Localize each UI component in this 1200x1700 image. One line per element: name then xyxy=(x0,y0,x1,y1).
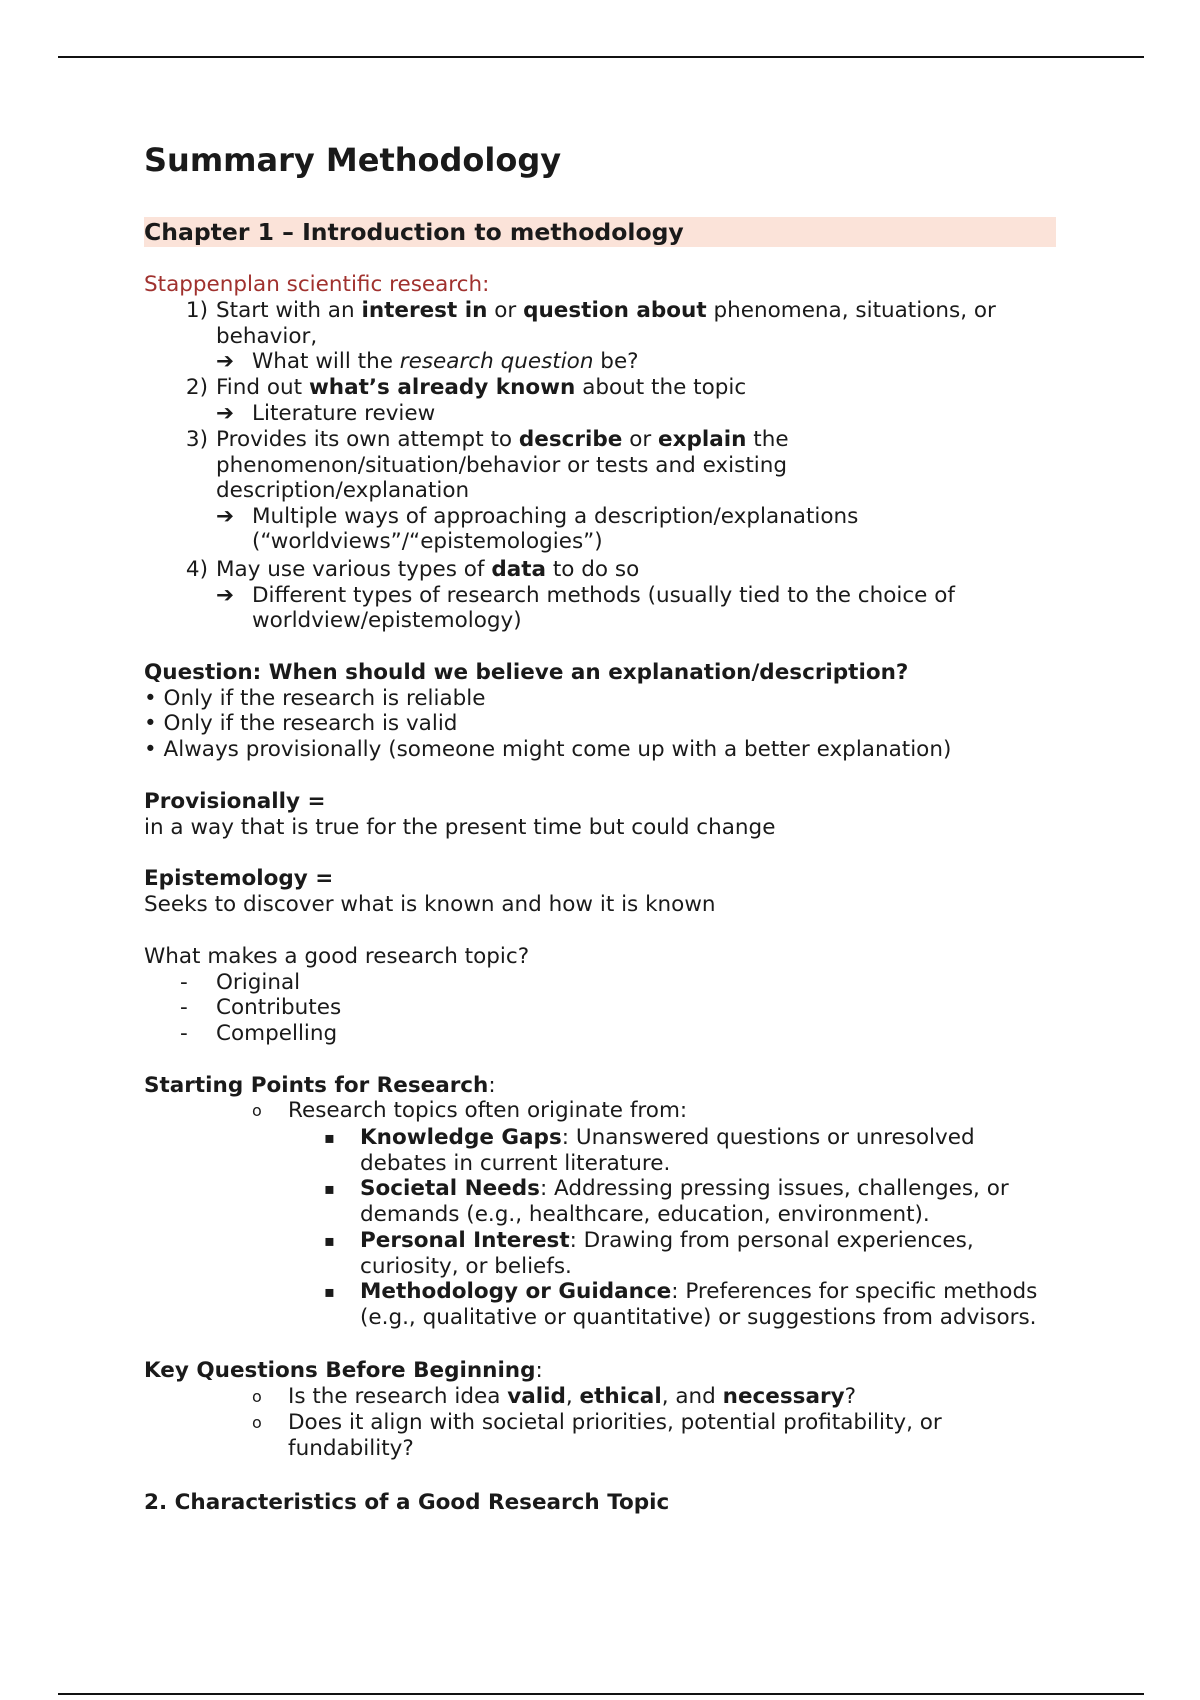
step-text: Start with an interest in or question about phenomena, situations, or behavior, xyxy=(216,298,996,349)
step-3 xyxy=(144,427,1056,555)
question-heading: Question: When should we believe an explanation/description? xyxy=(144,660,909,685)
section-heading: 2. Characteristics of a Good Research Topic xyxy=(144,1490,670,1515)
step-arrow-text: Literature review xyxy=(252,400,436,426)
list-item: ▪ Personal Interest: Drawing from personal experiences, curiosity, or beliefs. xyxy=(324,1228,974,1279)
step-number: 2) xyxy=(185,375,208,400)
arrow-icon: ➔ xyxy=(216,582,235,608)
page-title: Summary Methodology xyxy=(144,141,562,179)
list-item: - Compelling xyxy=(144,1021,337,1047)
step-number: 3) xyxy=(185,427,208,452)
list-item: ▪ Methodology or Guidance: Preferences for specific methods (e.g., qualitative or quantitative) or suggestions from advisors. xyxy=(324,1279,1038,1330)
chapter-heading: Chapter 1 – Introduction to methodology xyxy=(144,217,1056,247)
question-bullet: • Only if the research is reliable xyxy=(144,686,486,711)
starting-points-heading: Starting Points for Research: xyxy=(144,1073,496,1098)
top-rule xyxy=(58,56,1144,58)
list-item: - Original xyxy=(144,970,300,996)
steps-heading: Stappenplan scientific research: xyxy=(144,272,490,297)
circle-bullet-icon: o xyxy=(252,1387,262,1406)
step-number: 1) xyxy=(185,298,208,323)
list-item: o Does it align with societal priorities, potential profitability, or fundability? xyxy=(252,1410,942,1461)
step-number: 4) xyxy=(185,557,208,582)
dash-icon: - xyxy=(180,995,188,1020)
list-item: - Contributes xyxy=(144,995,341,1021)
square-bullet-icon: ▪ xyxy=(324,1282,335,1301)
dash-icon: - xyxy=(180,970,188,995)
bottom-rule xyxy=(58,1693,1144,1695)
provisionally-definition: in a way that is true for the present time but could change xyxy=(144,815,776,840)
provisionally-term: Provisionally = xyxy=(144,789,326,814)
square-bullet-icon: ▪ xyxy=(324,1179,335,1198)
arrow-icon: ➔ xyxy=(216,349,235,374)
circle-bullet-icon: o xyxy=(252,1413,262,1432)
step-4 xyxy=(144,557,1056,634)
square-bullet-icon: ▪ xyxy=(324,1128,335,1147)
question-bullet: • Only if the research is valid xyxy=(144,711,458,736)
list-item: o Is the research idea valid, ethical, and necessary? xyxy=(252,1384,857,1409)
key-questions-heading: Key Questions Before Beginning: xyxy=(144,1358,543,1383)
step-arrow-text: Multiple ways of approaching a description/explanations (“worldviews”/“epistemologies”) xyxy=(252,503,859,554)
list-item: ▪ Knowledge Gaps: Unanswered questions or unresolved debates in current literature. xyxy=(324,1125,975,1176)
epistemology-term: Epistemology = xyxy=(144,866,334,891)
list-item: o Research topics often originate from: xyxy=(252,1098,688,1123)
dash-icon: - xyxy=(180,1021,188,1046)
step-1 xyxy=(144,298,1056,375)
arrow-icon: ➔ xyxy=(216,400,235,426)
epistemology-definition: Seeks to discover what is known and how it is known xyxy=(144,892,716,917)
step-arrow-text: What will the research question be? xyxy=(252,349,639,374)
list-item: ▪ Societal Needs: Addressing pressing issues, challenges, or demands (e.g., healthcare, education, environment). xyxy=(324,1176,1009,1227)
square-bullet-icon: ▪ xyxy=(324,1231,335,1250)
step-arrow-text: Different types of research methods (usually tied to the choice of worldview/epistemology) xyxy=(252,582,955,633)
step-2 xyxy=(144,375,1056,426)
question-bullet: • Always provisionally (someone might come up with a better explanation) xyxy=(144,737,952,762)
arrow-icon: ➔ xyxy=(216,503,235,529)
step-text: May use various types of data to do so xyxy=(216,557,640,582)
circle-bullet-icon: o xyxy=(252,1101,262,1120)
topic-question: What makes a good research topic? xyxy=(144,944,530,969)
step-text: Provides its own attempt to describe or explain the phenomenon/situation/behavior or tests and existing description/explanation xyxy=(216,427,789,503)
step-text: Find out what’s already known about the topic xyxy=(216,375,747,400)
